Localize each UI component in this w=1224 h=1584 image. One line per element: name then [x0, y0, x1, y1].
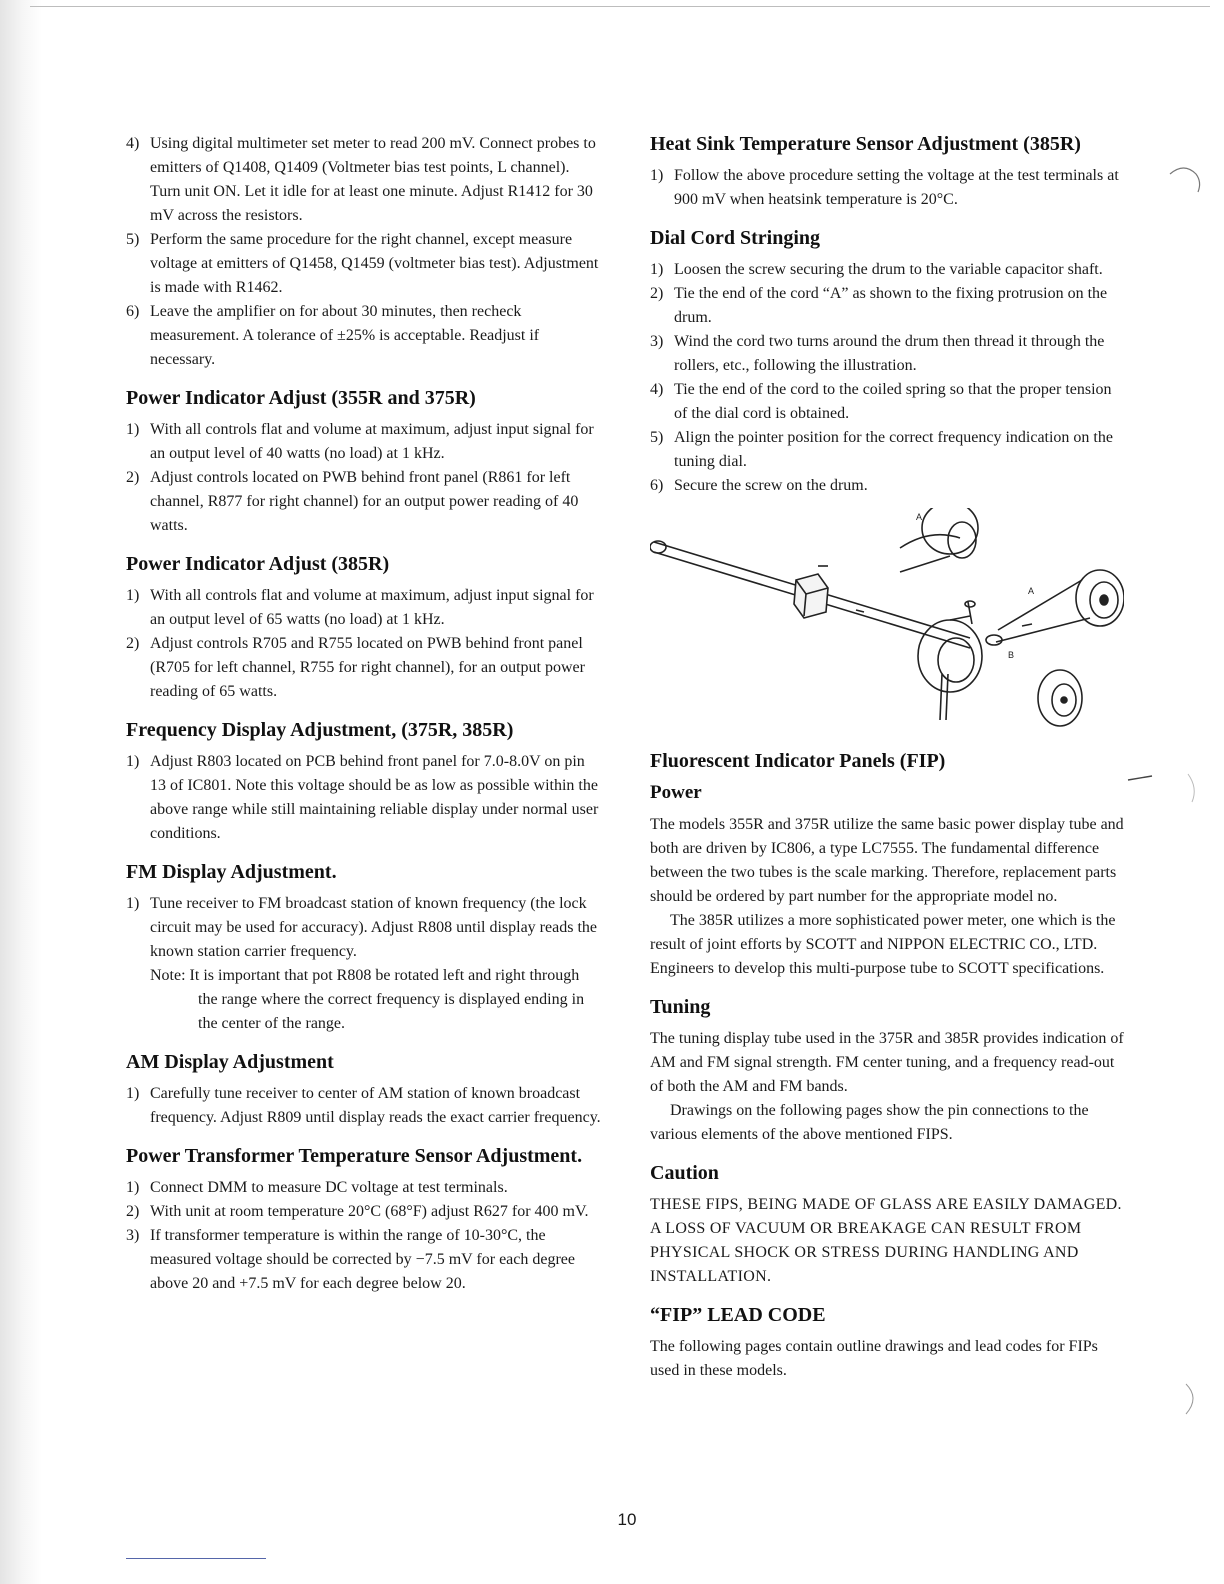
- top-rule: [30, 6, 1210, 7]
- section-heading: AM Display Adjustment: [126, 1051, 334, 1073]
- list-item: 1) Loosen the screw securing the drum to the variable capacitor shaft.: [650, 261, 1103, 278]
- margin-scan-mark: [1166, 160, 1206, 200]
- section-heading: Frequency Display Adjustment, (375R, 385R): [126, 719, 514, 741]
- list-item: 6) Leave the amplifier on for about 30 minutes, then recheck measurement. A tolerance of ±25% is acceptable. Readjust if necessary.: [126, 303, 540, 368]
- caution-text: THESE FIPS, BEING MADE OF GLASS ARE EASILY DAMAGED. A LOSS OF VACUUM OR BREAKAGE CAN RESULT FROM PHYSICAL SHOCK OR STRESS DURING HANDLING AND INSTALLATION.: [650, 1196, 1122, 1285]
- section-heading: Caution: [650, 1162, 719, 1184]
- section-caution: [650, 1161, 1124, 1289]
- figure-label-a-right: A: [1028, 586, 1035, 596]
- list-item: 4) Using digital multimeter set meter to read 200 mV. Connect probes to emitters of Q1408, Q1409 (Voltmeter bias test points, L channel). Turn unit ON. Let it idle for at least one minute. Adjust R1412 for 30 mV across the resistors.: [126, 135, 596, 224]
- section-heat-sink: [650, 132, 1124, 212]
- right-column: [650, 132, 1124, 1397]
- section-am-display: [126, 1050, 602, 1130]
- figure-label-a-top: A: [916, 512, 923, 522]
- section-heading: Dial Cord Stringing: [650, 227, 821, 249]
- bias-adjust-continued: [126, 132, 602, 372]
- section-power-indicator-385: [126, 552, 602, 704]
- section-transformer-sensor: [126, 1144, 602, 1296]
- section-heading: Tuning: [650, 996, 711, 1018]
- dial-cord-illustration: [650, 508, 1124, 728]
- margin-scan-mark: [1176, 1380, 1206, 1420]
- paragraph: The models 355R and 375R utilize the same basic power display tube and both are driven by IC806, a type LC7555. The fundamental difference between the two tubes is the scale marking. Therefore, replacement parts should be ordered by part number for the appropriate model no.: [650, 816, 1124, 905]
- section-heading: Power Transformer Temperature Sensor Adjustment.: [126, 1145, 583, 1167]
- margin-scan-mark: [1124, 768, 1204, 808]
- list-item: 6) Secure the screw on the drum.: [650, 477, 868, 494]
- list-item: 2) Tie the end of the cord “A” as shown to the fixing protrusion on the drum.: [650, 285, 1108, 326]
- section-heading: “FIP” LEAD CODE: [650, 1304, 826, 1326]
- list-item: 3) If transformer temperature is within the range of 10-30°C, the measured voltage should be corrected by −7.5 mV for each degree above 20 and +7.5 mV for each degree below 20.: [126, 1227, 576, 1292]
- bottom-rule: [126, 1558, 266, 1559]
- section-heading: FM Display Adjustment.: [126, 861, 337, 883]
- list-item: 1) Adjust R803 located on PCB behind front panel for 7.0-8.0V on pin 13 of IC801. Note this voltage should be as low as possible within the above range while still maintaining reliable display under normal user conditions.: [126, 753, 599, 842]
- list-item: 2) Adjust controls located on PWB behind front panel (R861 for left channel, R877 for right channel) for an output power reading of 40 watts.: [126, 469, 579, 534]
- section-heading: Heat Sink Temperature Sensor Adjustment (385R): [650, 133, 1081, 155]
- list-item: 2) With unit at room temperature 20°C (68°F) adjust R627 for 400 mV.: [126, 1203, 589, 1220]
- list-item: 3) Wind the cord two turns around the drum then thread it through the rollers, etc., following the illustration.: [650, 333, 1105, 374]
- section-subheading: Power: [650, 782, 702, 803]
- list-item: 1) With all controls flat and volume at maximum, adjust input signal for an output level of 40 watts (no load) at 1 kHz.: [126, 421, 594, 462]
- section-heading: Power Indicator Adjust (385R): [126, 553, 390, 575]
- section-dial-cord: [650, 226, 1124, 749]
- left-column: [126, 132, 602, 1310]
- figure-label-b: B: [1008, 650, 1015, 660]
- list-item: 1) Tune receiver to FM broadcast station of known frequency (the lock circuit may be used for accuracy). Adjust R808 until display reads the known station carrier frequency. Note: It is important that pot R808 be rotated left and right through the range where the correct frequency is displayed ending in the center of the range.: [126, 892, 602, 1036]
- list-item: 1) Connect DMM to measure DC voltage at test terminals.: [126, 1179, 508, 1196]
- section-frequency-display: [126, 718, 602, 846]
- section-tuning: [650, 995, 1124, 1147]
- list-item: 5) Align the pointer position for the correct frequency indication on the tuning dial.: [650, 429, 1113, 470]
- section-fm-display: [126, 860, 602, 1036]
- scan-edge-shading: [0, 0, 42, 1584]
- page-number: 10: [617, 1510, 637, 1529]
- section-fip: [650, 749, 1124, 981]
- list-item: 5) Perform the same procedure for the right channel, except measure voltage at emitters of Q1458, Q1459 (voltmeter bias test). Adjustment is made with R1462.: [126, 231, 599, 296]
- section-lead-code: [650, 1303, 1124, 1383]
- paragraph: The following pages contain outline drawings and lead codes for FIPs used in these models.: [650, 1338, 1098, 1379]
- list-item: 1) With all controls flat and volume at maximum, adjust input signal for an output level of 65 watts (no load) at 1 kHz.: [126, 587, 594, 628]
- list-item: 2) Adjust controls R705 and R755 located on PWB behind front panel (R705 for left channel, R755 for right channel), for an output power reading of 65 watts.: [126, 635, 585, 700]
- list-item: 1) Carefully tune receiver to center of AM station of known broadcast frequency. Adjust R809 until display reads the exact carrier frequency.: [126, 1085, 601, 1126]
- section-heading: Power Indicator Adjust (355R and 375R): [126, 387, 476, 409]
- list-item: 1) Follow the above procedure setting the voltage at the test terminals at 900 mV when heatsink temperature is 20°C.: [650, 167, 1119, 208]
- paragraph: The tuning display tube used in the 375R and 385R provides indication of AM and FM signal strength. FM center tuning, and a frequency read-out of both the AM and FM bands.: [650, 1030, 1124, 1095]
- list-item: 4) Tie the end of the cord to the coiled spring so that the proper tension of the dial cord is obtained.: [650, 381, 1112, 422]
- paragraph: Drawings on the following pages show the pin connections to the various elements of the above mentioned FIPS.: [650, 1102, 1089, 1143]
- note-text: Note: It is important that pot R808 be rotated left and right through the range where the correct frequency is displayed ending in the center of the range.: [150, 967, 585, 1032]
- section-heading: Fluorescent Indicator Panels (FIP): [650, 750, 946, 772]
- paragraph: The 385R utilizes a more sophisticated power meter, one which is the result of joint efforts by SCOTT and NIPPON ELECTRIC CO., LTD. Engineers to develop this multi-purpose tube to SCOTT specifications.: [650, 912, 1116, 977]
- section-power-indicator-355-375: [126, 386, 602, 538]
